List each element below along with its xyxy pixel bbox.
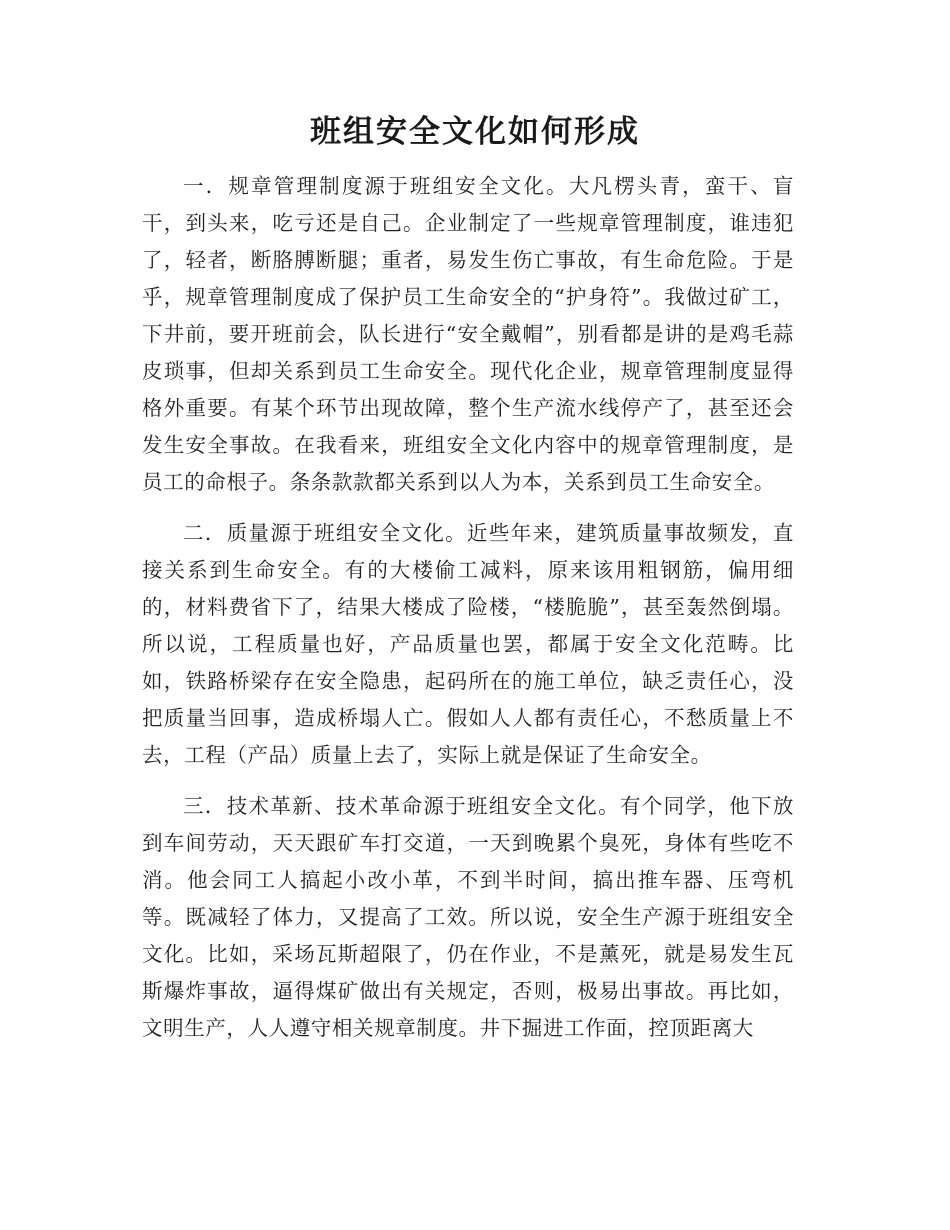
paragraph-3: 三．技术革新、技术革命源于班组安全文化。有个同学，他下放到车间劳动，天天跟矿车打交道，一天到晚累个臭死，身体有些吃不消。他会同工人搞起小改小革，不到半时间，搞出推车器、压弯机等。既减轻了体力，又提高了工效。所以说，安全生产源于班组安全文化。比如，采场瓦斯超限了，仍在作业，不是薰死，就是易发生瓦斯爆炸事故，逼得煤矿做出有关规定，否则，极易出事故。再比如，文明生产，人人遵守相关规章制度。井下掘进工作面，控顶距离大 <box>142 794 794 1040</box>
paragraph-2: 二．质量源于班组安全文化。近些年来，建筑质量事故频发，直接关系到生命安全。有的大楼偷工减料，原来该用粗钢筋，偏用细的，材料费省下了，结果大楼成了险楼，“楼脆脆”，甚至轰然倒塌。所以说，工程质量也好，产品质量也罢，都属于安全文化范畴。比如，铁路桥梁存在安全隐患，起码所在的施工单位，缺乏责任心，没把质量当回事，造成桥塌人亡。假如人人都有责任心，不愁质量上不去，工程（产品）质量上去了，实际上就是保证了生命安全。 <box>142 521 794 767</box>
document-body <box>142 168 794 1047</box>
paragraph-1: 一．规章管理制度源于班组安全文化。大凡楞头青，蛮干、盲干，到头来，吃亏还是自己。企业制定了一些规章管理制度，谁违犯了，轻者，断胳膊断腿；重者，易发生伤亡事故，有生命危险。于是乎，规章管理制度成了保护员工生命安全的“护身符”。我做过矿工，下井前，要开班前会，队长进行“安全戴帽”，别看都是讲的是鸡毛蒜皮琐事，但却关系到员工生命安全。现代化企业，规章管理制度显得格外重要。有某个环节出现故障，整个生产流水线停产了，甚至还会发生安全事故。在我看来，班组安全文化内容中的规章管理制度，是员工的命根子。条条款款都关系到以人为本，关系到员工生命安全。 <box>142 174 794 494</box>
document-title: 班组安全文化如何形成 <box>310 114 640 150</box>
